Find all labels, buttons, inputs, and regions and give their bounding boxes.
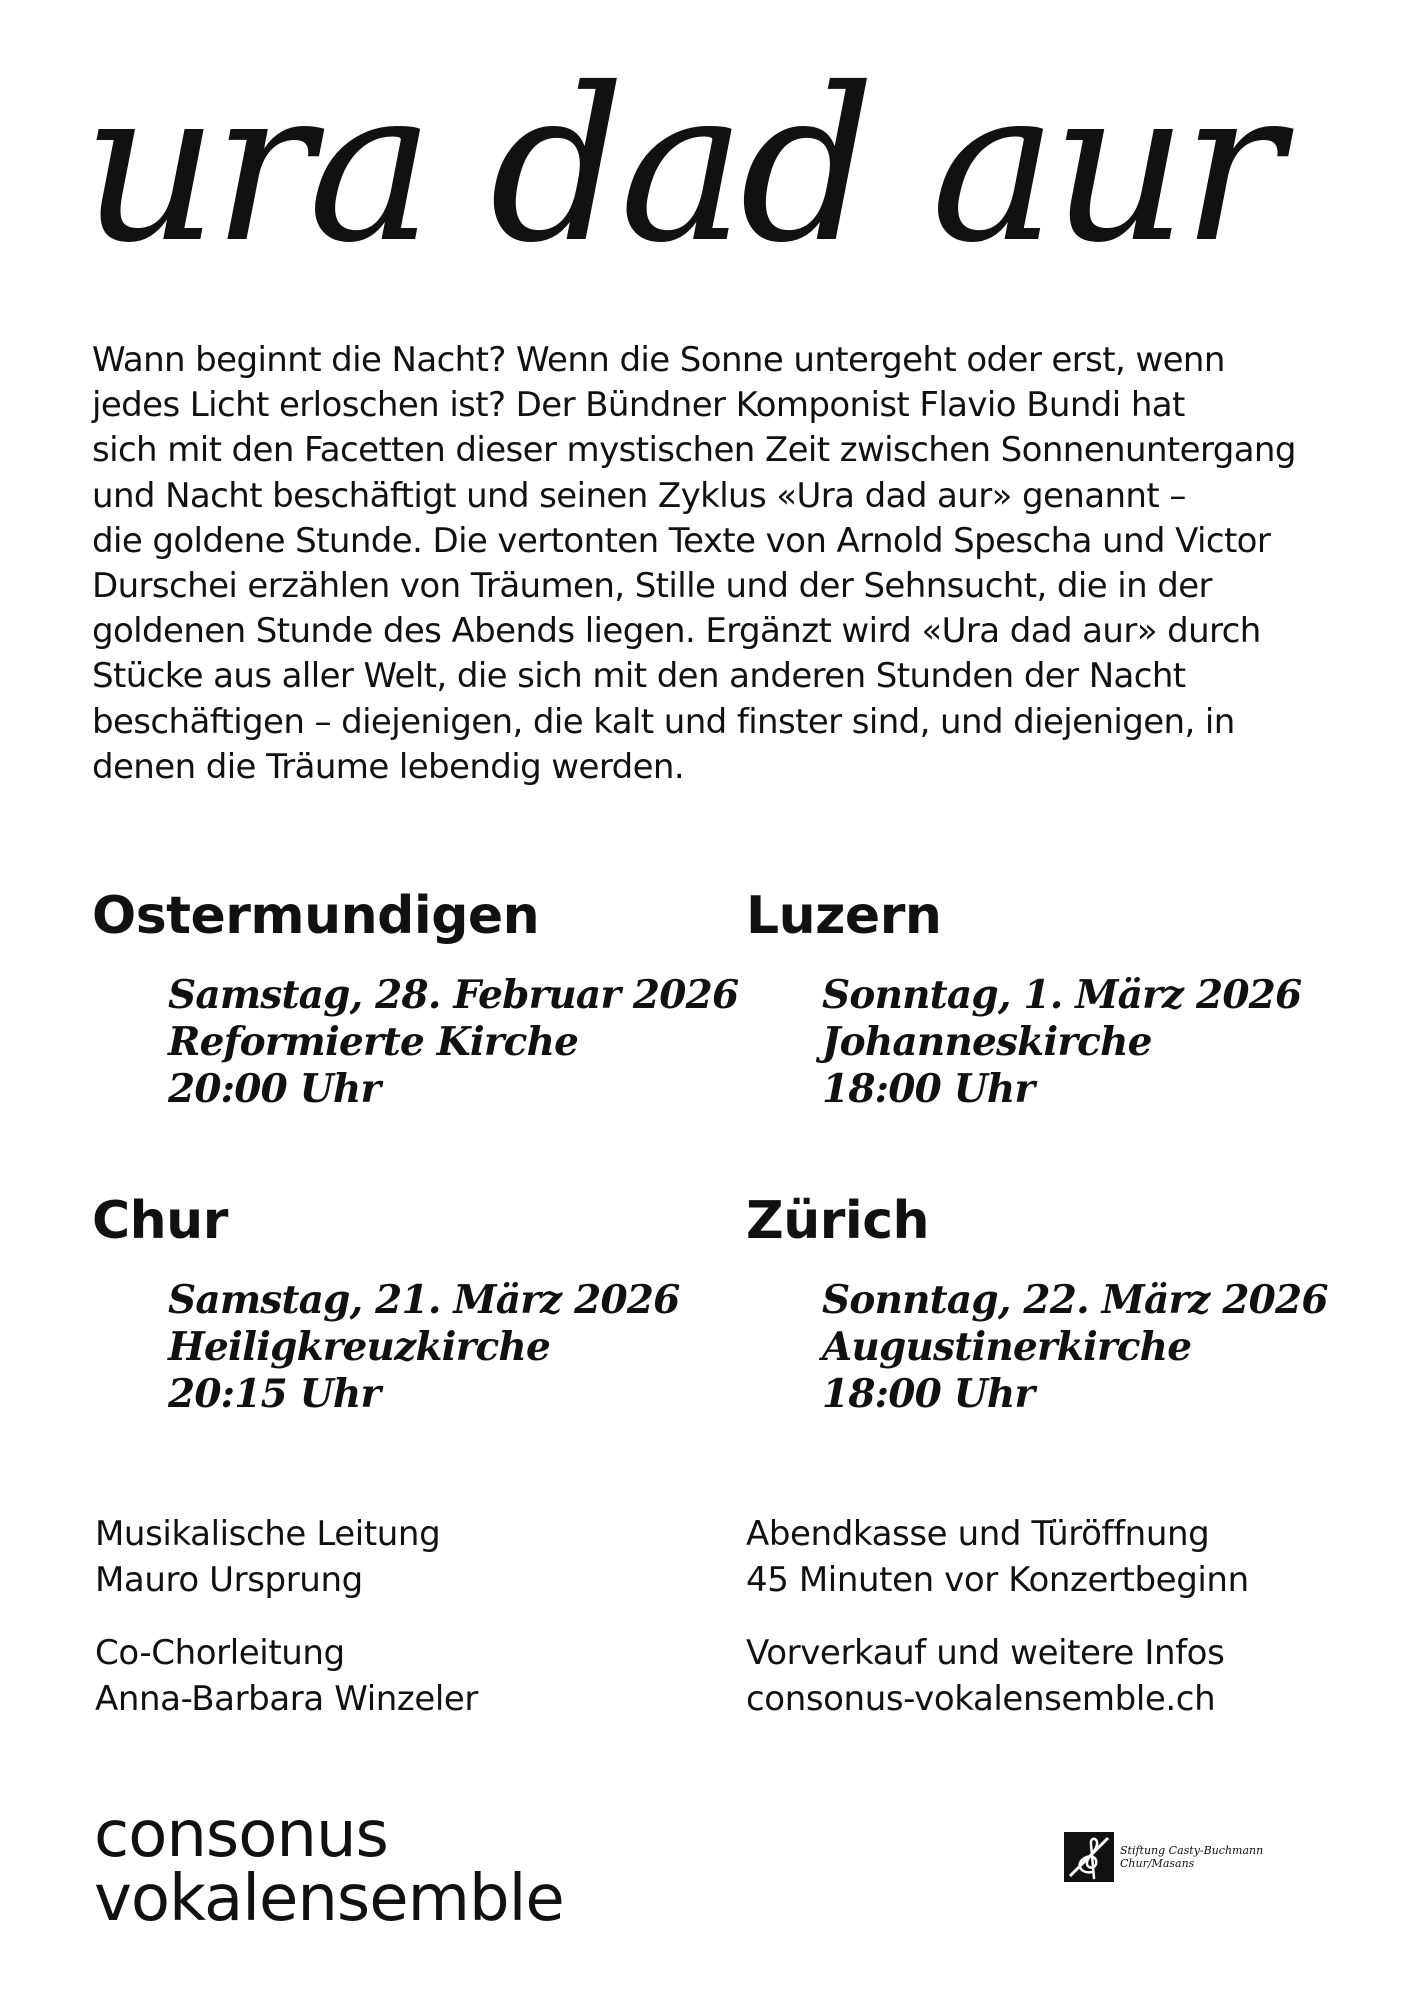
ensemble-name-line1: consonus (94, 1798, 388, 1872)
concert-details (168, 972, 738, 1113)
intro-line: goldenen Stunde des Abends liegen. Ergänzt wird «Ura dad aur» durch (92, 611, 1261, 652)
intro-line: Wann beginnt die Nacht? Wenn die Sonne untergeht oder erst, wenn (92, 340, 1225, 380)
concert-ostermundigen (92, 888, 738, 1113)
concert-date: Sonntag, 1. März 2026 (822, 972, 1302, 1018)
sponsor-text (1120, 1844, 1263, 1870)
box-office-block (746, 1511, 1249, 1603)
concert-city: Luzern (746, 886, 942, 946)
sponsor-logo (1064, 1832, 1263, 1882)
box-office-label: Abendkasse und Türöffnung (746, 1514, 1210, 1554)
co-director-name: Anna-Barbara Winzeler (95, 1679, 478, 1719)
concert-chur (92, 1193, 679, 1418)
co-director-label: Co-Chorleitung (95, 1633, 345, 1673)
intro-line: Durschei erzählen von Träumen, Stille und der Sehnsucht, die in der (92, 566, 1212, 607)
intro-line: die goldene Stunde. Die vertonten Texte von Arnold Spescha und Victor (92, 520, 1271, 561)
concert-city: Chur (92, 1191, 228, 1251)
intro-line: und Nacht beschäftigt und seinen Zyklus «Ura dad aur» genannt – (92, 475, 1186, 516)
concert-city: Ostermundigen (92, 886, 540, 946)
intro-line: Stücke aus aller Welt, die sich mit den anderen Stunden der Nacht (92, 656, 1186, 697)
ensemble-logo (94, 1798, 564, 1936)
intro-line: beschäftigen – diejenigen, die kalt und finster sind, und diejenigen, in (92, 701, 1235, 742)
ensemble-name-line2: vokalensemble (94, 1862, 564, 1936)
concert-time: 20:00 Uhr (168, 1066, 381, 1112)
presale-block (746, 1630, 1224, 1722)
sponsor-location: Chur/Masans (1120, 1857, 1195, 1870)
music-director-name: Mauro Ursprung (95, 1560, 363, 1600)
concert-time: 20:15 Uhr (168, 1371, 381, 1417)
concert-time: 18:00 Uhr (822, 1371, 1035, 1417)
concert-church: Heiligkreuzkirche (168, 1324, 550, 1370)
co-director-block (95, 1630, 478, 1722)
intro-text (92, 338, 1322, 790)
music-director-label: Musikalische Leitung (95, 1514, 441, 1554)
intro-line: jedes Licht erloschen ist? Der Bündner Komponist Flavio Bundi hat (92, 385, 1185, 426)
box-office-info: 45 Minuten vor Konzertbeginn (746, 1560, 1249, 1600)
concert-church: Augustinerkirche (822, 1324, 1192, 1370)
concert-details (822, 1277, 1328, 1418)
poster-title: ura dad aur (82, 42, 1278, 289)
music-director-block (95, 1511, 440, 1603)
concert-date: Sonntag, 22. März 2026 (822, 1277, 1328, 1323)
concert-city: Zürich (746, 1191, 930, 1251)
concert-details (168, 1277, 679, 1418)
concert-zurich (746, 1193, 1328, 1418)
treble-clef-logo-icon (1064, 1832, 1114, 1882)
website-link[interactable]: consonus-vokalensemble.ch (746, 1679, 1216, 1719)
concert-time: 18:00 Uhr (822, 1066, 1035, 1112)
intro-line: denen die Träume lebendig werden. (92, 746, 685, 787)
concert-church: Johanneskirche (822, 1019, 1152, 1065)
sponsor-name: Stiftung Casty-Buchmann (1120, 1844, 1264, 1857)
presale-label: Vorverkauf und weitere Infos (746, 1633, 1225, 1673)
concert-church: Reformierte Kirche (168, 1019, 579, 1065)
concert-date: Samstag, 21. März 2026 (168, 1277, 680, 1323)
intro-line: sich mit den Facetten dieser mystischen Zeit zwischen Sonnenuntergang (92, 430, 1296, 471)
concert-date: Samstag, 28. Februar 2026 (168, 972, 739, 1018)
concert-details (822, 972, 1301, 1113)
concert-luzern (746, 888, 1301, 1113)
